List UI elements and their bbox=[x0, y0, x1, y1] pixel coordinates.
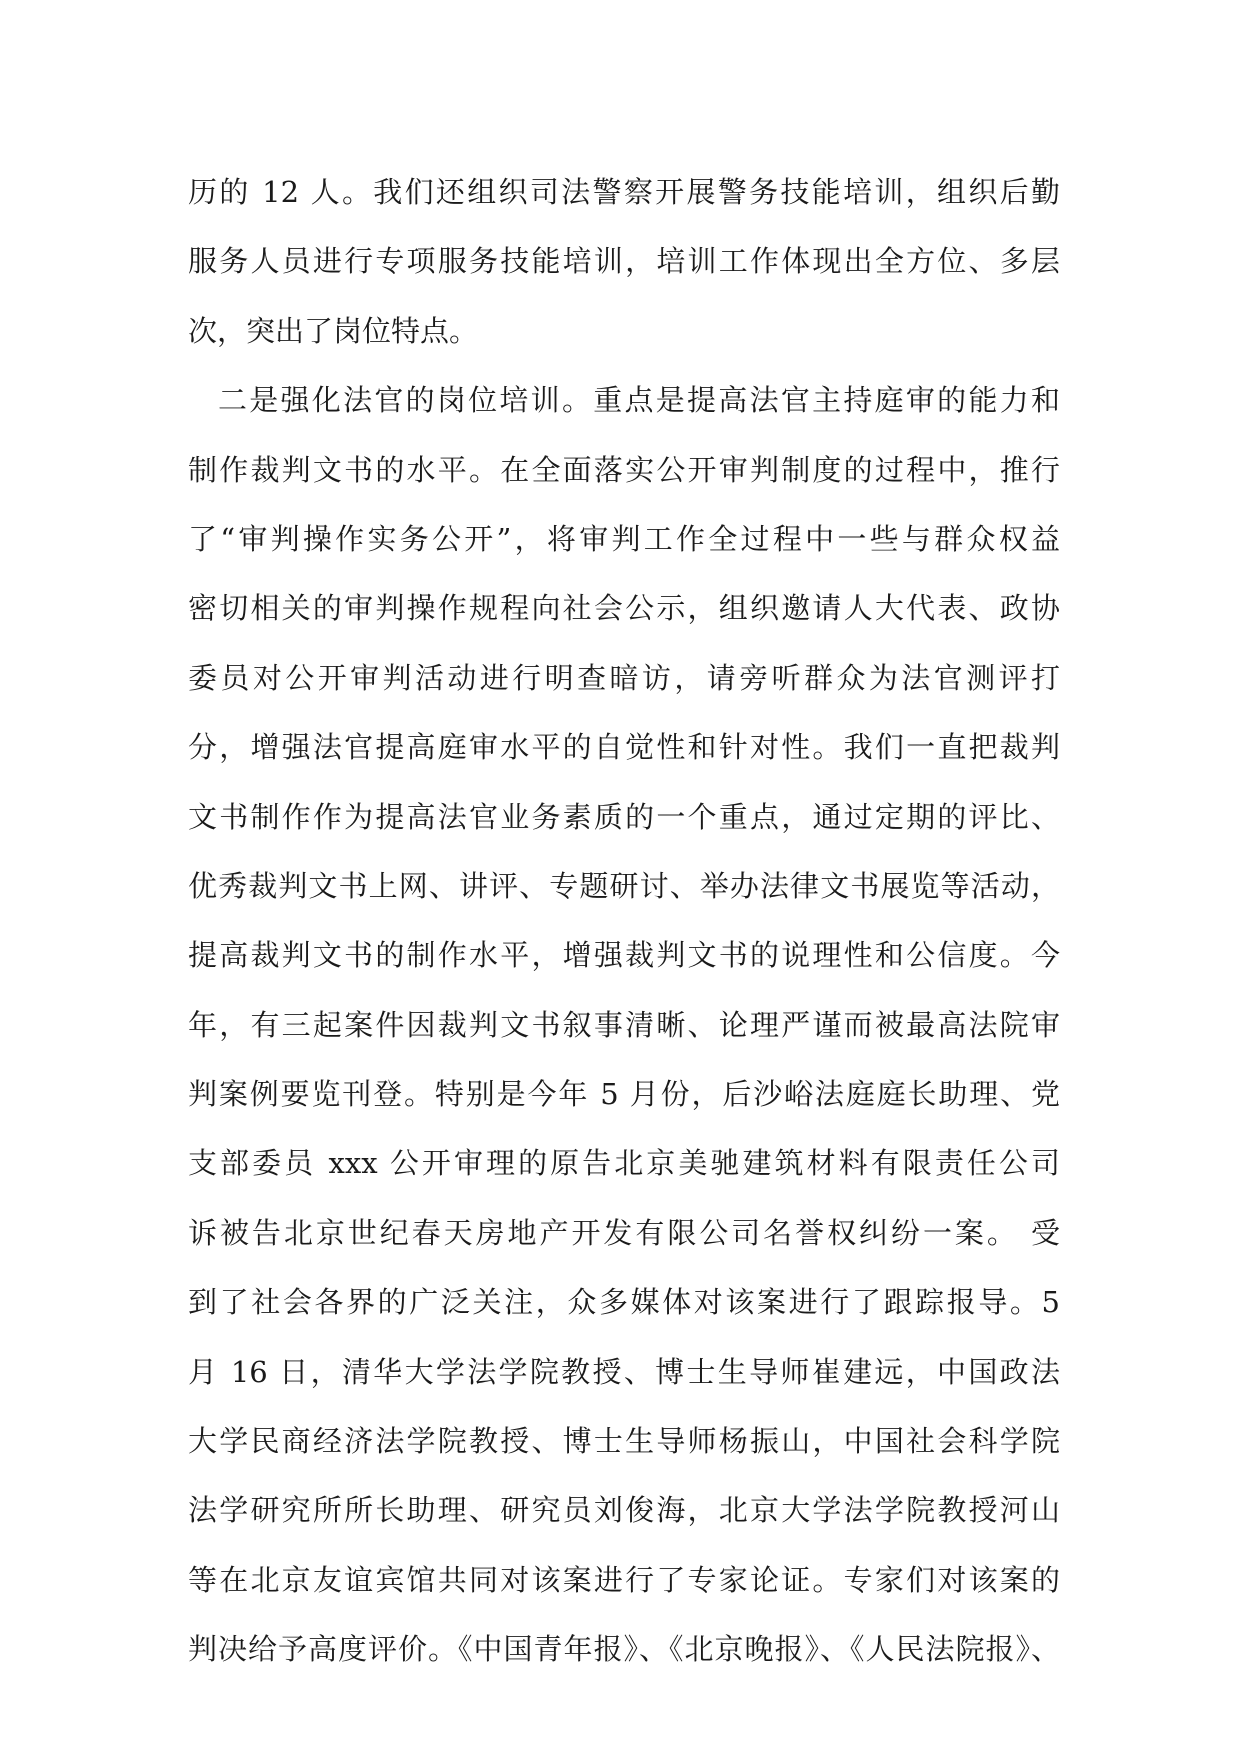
text-line: 到了社会各界的广泛关注，众多媒体对该案进行了跟踪报导。5 bbox=[188, 1285, 1060, 1320]
text-line: 了“审判操作实务公开”，将审判工作全过程中一些与群众权益 bbox=[188, 521, 1060, 556]
text-line: 月 16 日，清华大学法学院教授、博士生导师崔建远，中国政法 bbox=[188, 1354, 1060, 1389]
body-text bbox=[188, 158, 1060, 1685]
text-line: 委员对公开审判活动进行明查暗访，请旁听群众为法官测评打 bbox=[188, 660, 1060, 695]
text-line: 提高裁判文书的制作水平，增强裁判文书的说理性和公信度。今 bbox=[188, 938, 1060, 973]
text-line: 次，突出了岗位特点。 bbox=[188, 313, 479, 348]
text-line: 密切相关的审判操作规程向社会公示，组织邀请人大代表、政协 bbox=[188, 591, 1060, 626]
text-line: 优秀裁判文书上网、讲评、专题研讨、举办法律文书展览等活动， bbox=[188, 868, 1060, 903]
text-line: 分，增强法官提高庭审水平的自觉性和针对性。我们一直把裁判 bbox=[188, 730, 1060, 765]
paragraph-start-line: 二是强化法官的岗位培训。重点是提高法官主持庭审的能力和 bbox=[218, 383, 1060, 418]
text-line: 大学民商经济法学院教授、博士生导师杨振山，中国社会科学院 bbox=[188, 1424, 1060, 1459]
text-line: 历的 12 人。我们还组织司法警察开展警务技能培训，组织后勤 bbox=[188, 175, 1060, 209]
text-line: 服务人员进行专项服务技能培训，培训工作体现出全方位、多层 bbox=[188, 244, 1060, 279]
text-line: 判案例要览刊登。特别是今年 5 月份，后沙峪法庭庭长助理、党 bbox=[188, 1077, 1060, 1112]
text-line: 年，有三起案件因裁判文书叙事清晰、论理严谨而被最高法院审 bbox=[188, 1007, 1060, 1042]
text-line: 等在北京友谊宾馆共同对该案进行了专家论证。专家们对该案的 bbox=[188, 1562, 1060, 1597]
text-line: 法学研究所所长助理、研究员刘俊海，北京大学法学院教授河山 bbox=[188, 1493, 1060, 1528]
text-line: 支部委员 xxx 公开审理的原告北京美驰建筑材料有限责任公司 bbox=[188, 1146, 1060, 1181]
text-line: 判决给予高度评价。《中国青年报》、《北京晚报》、《人民法院报》、 bbox=[188, 1632, 1060, 1667]
text-line: 制作裁判文书的水平。在全面落实公开审判制度的过程中，推行 bbox=[188, 452, 1060, 487]
text-line: 诉被告北京世纪春天房地产开发有限公司名誉权纠纷一案。 受 bbox=[188, 1215, 1060, 1250]
text-line: 文书制作作为提高法官业务素质的一个重点，通过定期的评比、 bbox=[188, 799, 1060, 834]
